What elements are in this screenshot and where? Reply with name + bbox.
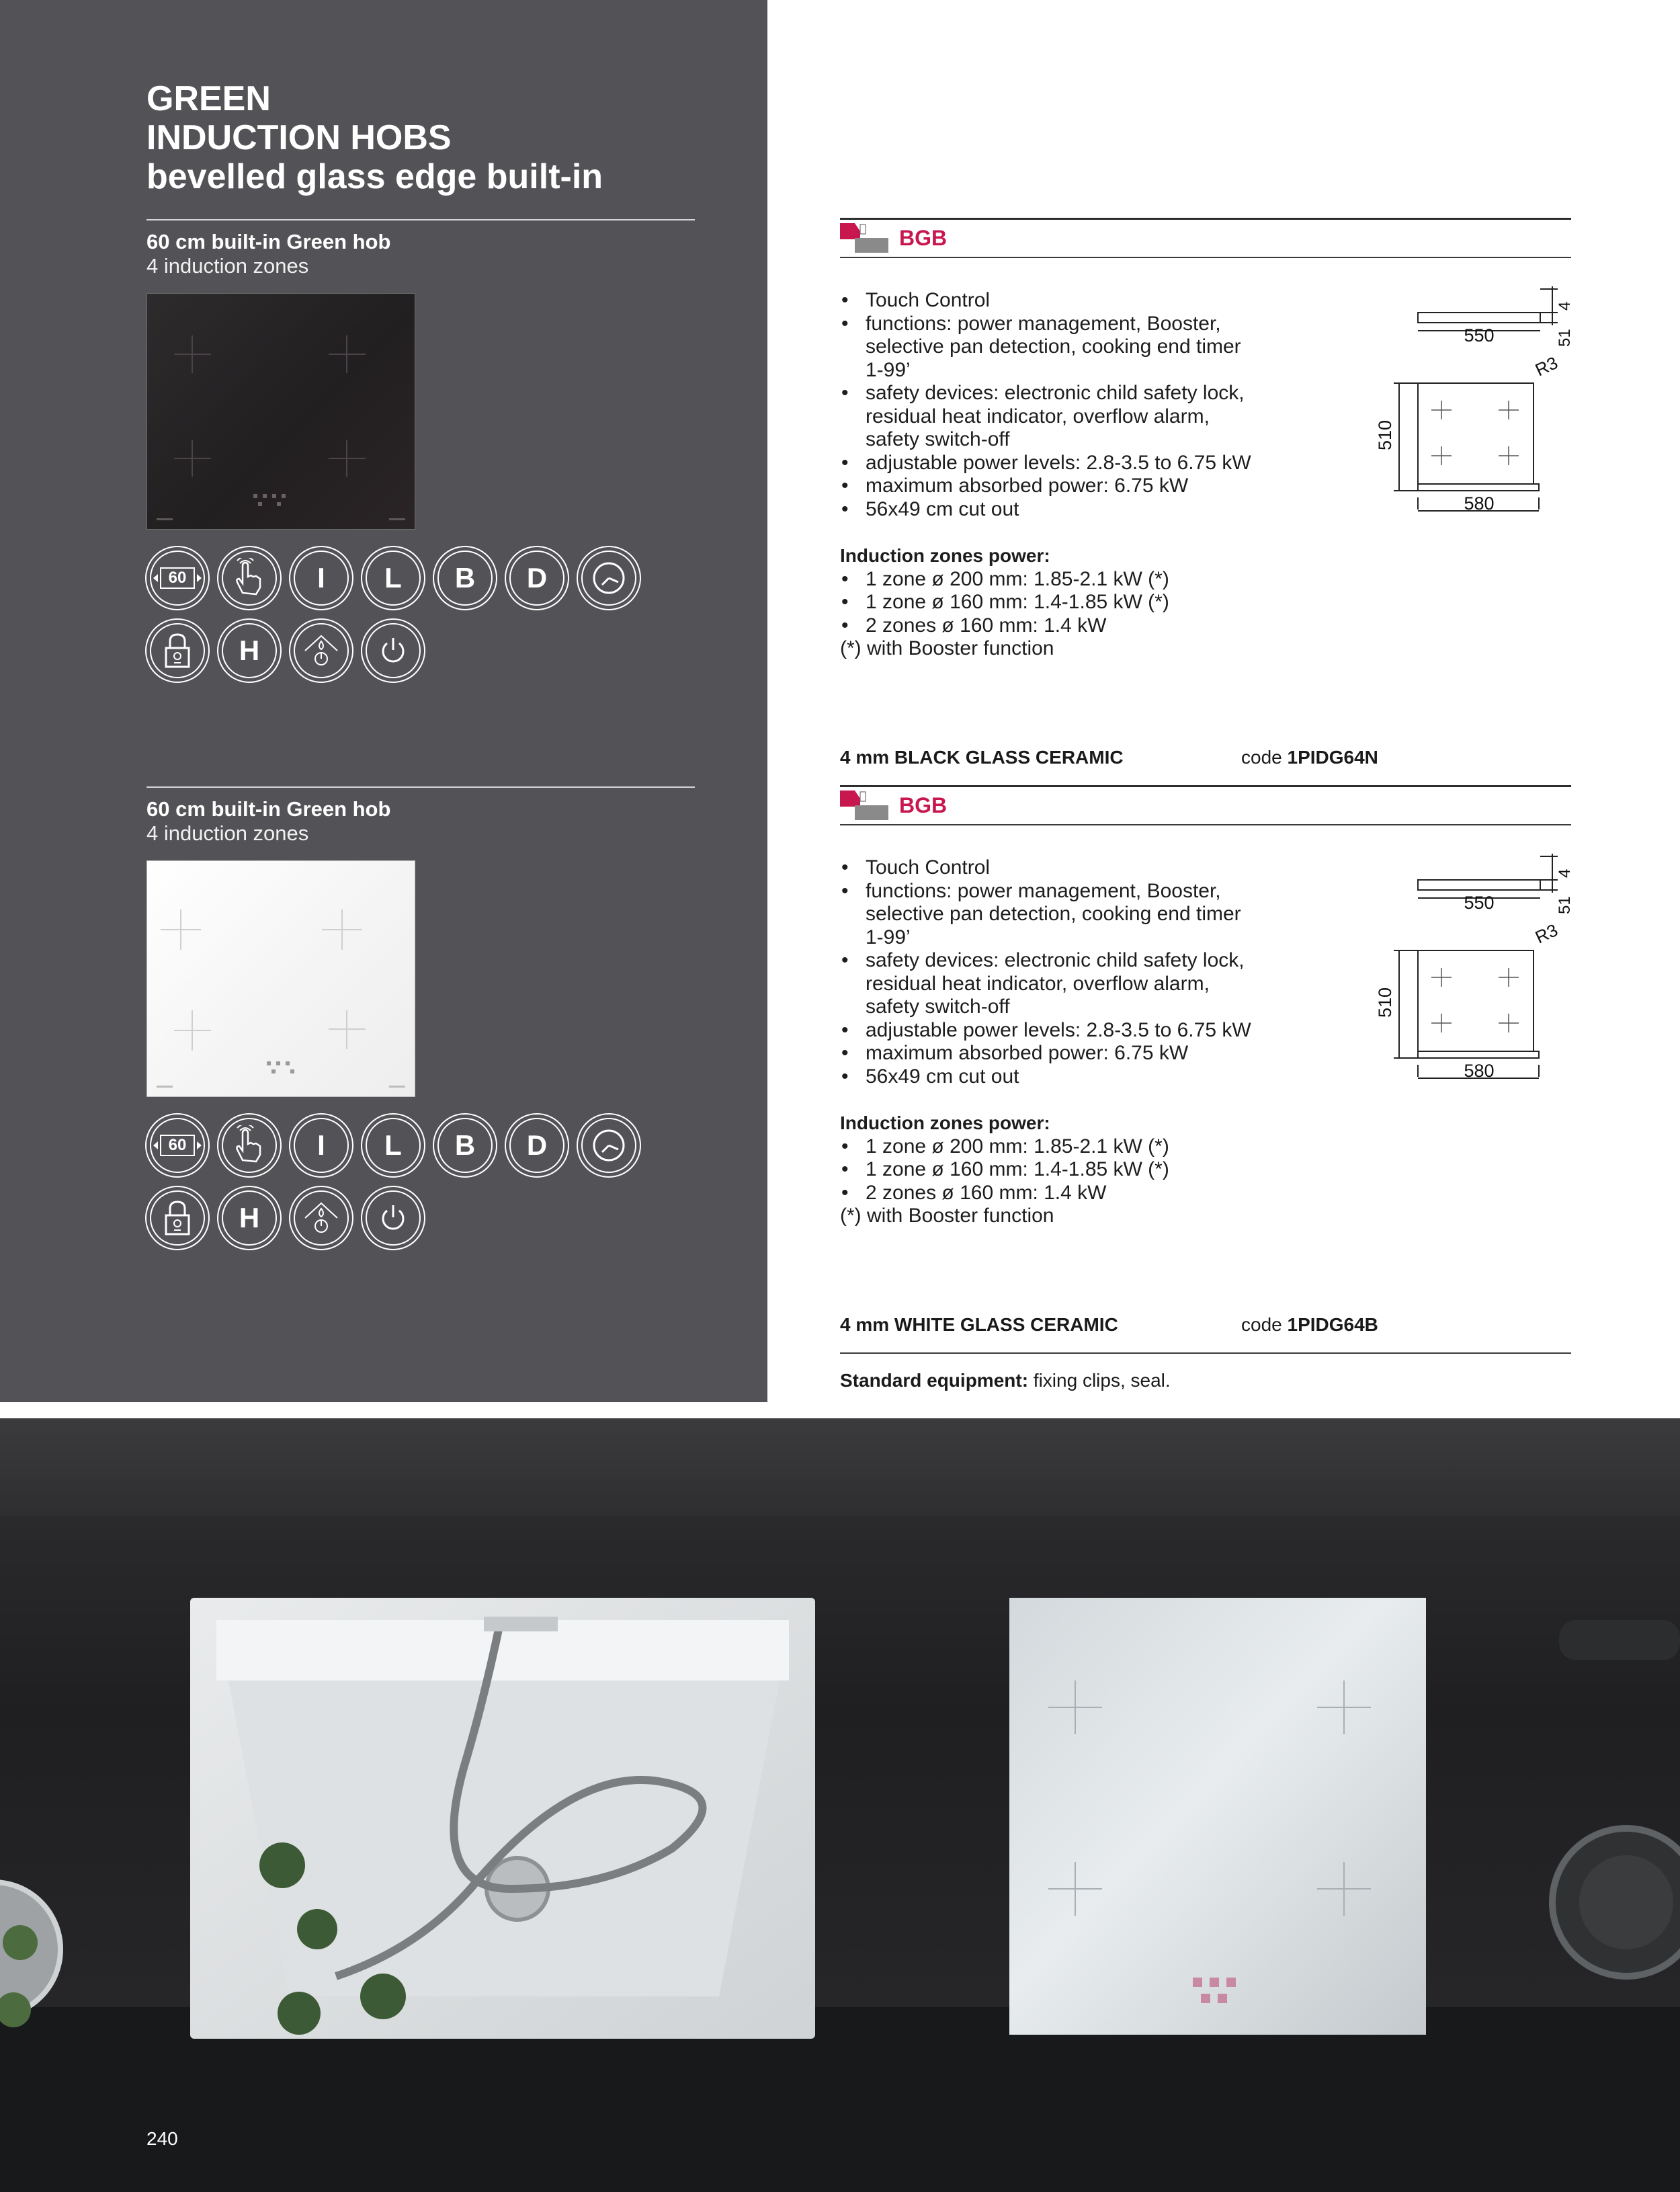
dim-thickness-1: 4 <box>1556 868 1574 878</box>
product-code <box>1241 747 1378 768</box>
feature-list <box>840 856 1257 1088</box>
feature-icons-row-1 <box>145 546 641 610</box>
feature-b-icon: B <box>433 546 497 610</box>
list-item: • 1 zone ø 160 mm: 1.4-1.85 kW (*) <box>840 1158 1257 1182</box>
zones-heading: Induction zones power: <box>840 1112 1050 1133</box>
kitchen-photo <box>0 1418 1680 2192</box>
list-item: • 1 zone ø 200 mm: 1.85-2.1 kW (*) <box>840 568 1257 592</box>
dim-width: 550 <box>1464 325 1495 346</box>
product-code <box>1241 1314 1378 1336</box>
list-item: • functions: power management, Booster, selective pan detection, cooking end timer 1-99’ <box>840 880 1257 950</box>
product-subtitle: 4 induction zones <box>146 254 309 278</box>
dim-radius: R3 <box>1531 352 1561 380</box>
dimension-diagram <box>1364 282 1579 524</box>
list-item: • maximum absorbed power: 6.75 kW <box>840 1042 1257 1065</box>
code-value: 1PIDG64B <box>1287 1314 1378 1335</box>
standard-equipment-text: fixing clips, seal. <box>1033 1370 1171 1391</box>
feature-i-icon: I <box>289 1113 353 1178</box>
residual-heat-icon: H <box>217 618 282 683</box>
dim-thickness-1: 4 <box>1556 301 1574 311</box>
finish-label: 4 mm WHITE GLASS CERAMIC <box>840 1314 1118 1335</box>
feature-d-icon: D <box>505 1113 569 1178</box>
safety-switch-off-icon <box>361 618 425 683</box>
dim-bottom: 580 <box>1464 1061 1495 1081</box>
dim-bottom: 580 <box>1464 493 1495 514</box>
list-item: • adjustable power levels: 2.8-3.5 to 6.75 kW <box>840 452 1257 475</box>
child-lock-icon <box>145 1186 210 1250</box>
divider <box>840 785 1571 787</box>
divider <box>840 1352 1571 1354</box>
feature-list <box>840 289 1257 521</box>
timer-icon <box>577 546 641 610</box>
bgb-logo-icon <box>840 789 894 821</box>
dim-thickness-2: 51 <box>1556 896 1574 914</box>
title-line-3: bevelled glass edge built-in <box>146 157 603 196</box>
divider <box>146 786 695 788</box>
child-lock-icon <box>145 618 210 683</box>
timer-icon <box>577 1113 641 1178</box>
size-60-icon <box>145 1113 210 1178</box>
code-label: code <box>1241 747 1282 768</box>
standard-equipment <box>840 1370 1171 1391</box>
list-item: • 2 zones ø 160 mm: 1.4 kW <box>840 1182 1257 1205</box>
bgb-logo-icon <box>840 222 894 254</box>
brand-label <box>840 222 947 254</box>
spec-block <box>840 289 1257 661</box>
standard-equipment-label: Standard equipment: <box>840 1370 1029 1391</box>
product-heading <box>146 230 390 278</box>
finish-label: 4 mm BLACK GLASS CERAMIC <box>840 747 1124 768</box>
list-item: • Touch Control <box>840 856 1257 880</box>
list-item: • 56x49 cm cut out <box>840 498 1257 522</box>
brand-text: BGB <box>899 793 948 817</box>
divider <box>146 219 695 220</box>
residual-heat-icon: H <box>217 1186 282 1250</box>
safety-switch-off-icon <box>361 1186 425 1250</box>
feature-icons-row-2 <box>145 618 425 683</box>
list-item: • 1 zone ø 160 mm: 1.4-1.85 kW (*) <box>840 591 1257 614</box>
booster-note: (*) with Booster function <box>840 1205 1054 1227</box>
divider <box>840 824 1571 825</box>
brand-label <box>840 789 947 821</box>
code-value: 1PIDG64N <box>1287 747 1378 768</box>
feature-icons-row-2 <box>145 1186 425 1250</box>
dim-depth: 510 <box>1375 419 1395 450</box>
feature-l-icon: L <box>361 546 425 610</box>
title-line-2: INDUCTION HOBS <box>146 118 452 157</box>
feature-i-icon: I <box>289 546 353 610</box>
dimension-diagram <box>1364 850 1579 1092</box>
feature-d-icon: D <box>505 546 569 610</box>
dim-radius: R3 <box>1531 920 1561 948</box>
list-item: • 2 zones ø 160 mm: 1.4 kW <box>840 614 1257 638</box>
zones-list <box>840 568 1257 638</box>
list-item: • safety devices: electronic child safety lock, residual heat indicator, overflow alarm, safety switch-off <box>840 949 1257 1019</box>
zones-list <box>840 1135 1257 1205</box>
size-60-icon <box>145 546 210 610</box>
list-item: • 1 zone ø 200 mm: 1.85-2.1 kW (*) <box>840 1135 1257 1159</box>
booster-note: (*) with Booster function <box>840 637 1054 659</box>
black-hob-image <box>146 293 415 530</box>
size-badge-label: 60 <box>168 569 187 587</box>
dim-width: 550 <box>1464 893 1495 913</box>
dim-depth: 510 <box>1375 987 1395 1018</box>
list-item: • functions: power management, Booster, selective pan detection, cooking end timer 1-99’ <box>840 313 1257 382</box>
spec-block <box>840 856 1257 1228</box>
hob-photo-image <box>1009 1598 1426 2035</box>
title-line-1: GREEN <box>146 79 271 118</box>
product-name: 60 cm built-in Green hob <box>146 797 391 821</box>
feature-b-icon: B <box>433 1113 497 1178</box>
touch-control-icon <box>217 1113 282 1178</box>
list-item: • maximum absorbed power: 6.75 kW <box>840 475 1257 498</box>
overflow-alarm-icon <box>289 618 353 683</box>
size-badge-label: 60 <box>168 1136 187 1154</box>
list-item: • adjustable power levels: 2.8-3.5 to 6.75 kW <box>840 1019 1257 1043</box>
feature-icons-row-1 <box>145 1113 641 1178</box>
page-number: 240 <box>146 2128 178 2149</box>
product-subtitle: 4 induction zones <box>146 821 309 845</box>
page-title <box>146 79 603 196</box>
white-hob-image <box>146 860 415 1097</box>
list-item: • Touch Control <box>840 289 1257 313</box>
touch-control-icon <box>217 546 282 610</box>
code-label: code <box>1241 1314 1282 1335</box>
product-name: 60 cm built-in Green hob <box>146 230 391 253</box>
dim-thickness-2: 51 <box>1556 329 1574 347</box>
zones-heading: Induction zones power: <box>840 545 1050 566</box>
divider <box>840 218 1571 220</box>
list-item: • 56x49 cm cut out <box>840 1065 1257 1089</box>
feature-l-icon: L <box>361 1113 425 1178</box>
product-heading <box>146 797 390 846</box>
divider <box>840 257 1571 258</box>
overflow-alarm-icon <box>289 1186 353 1250</box>
brand-text: BGB <box>899 225 948 250</box>
photo-illustration <box>0 1418 1680 2192</box>
list-item: • safety devices: electronic child safety lock, residual heat indicator, overflow alarm, safety switch-off <box>840 382 1257 452</box>
